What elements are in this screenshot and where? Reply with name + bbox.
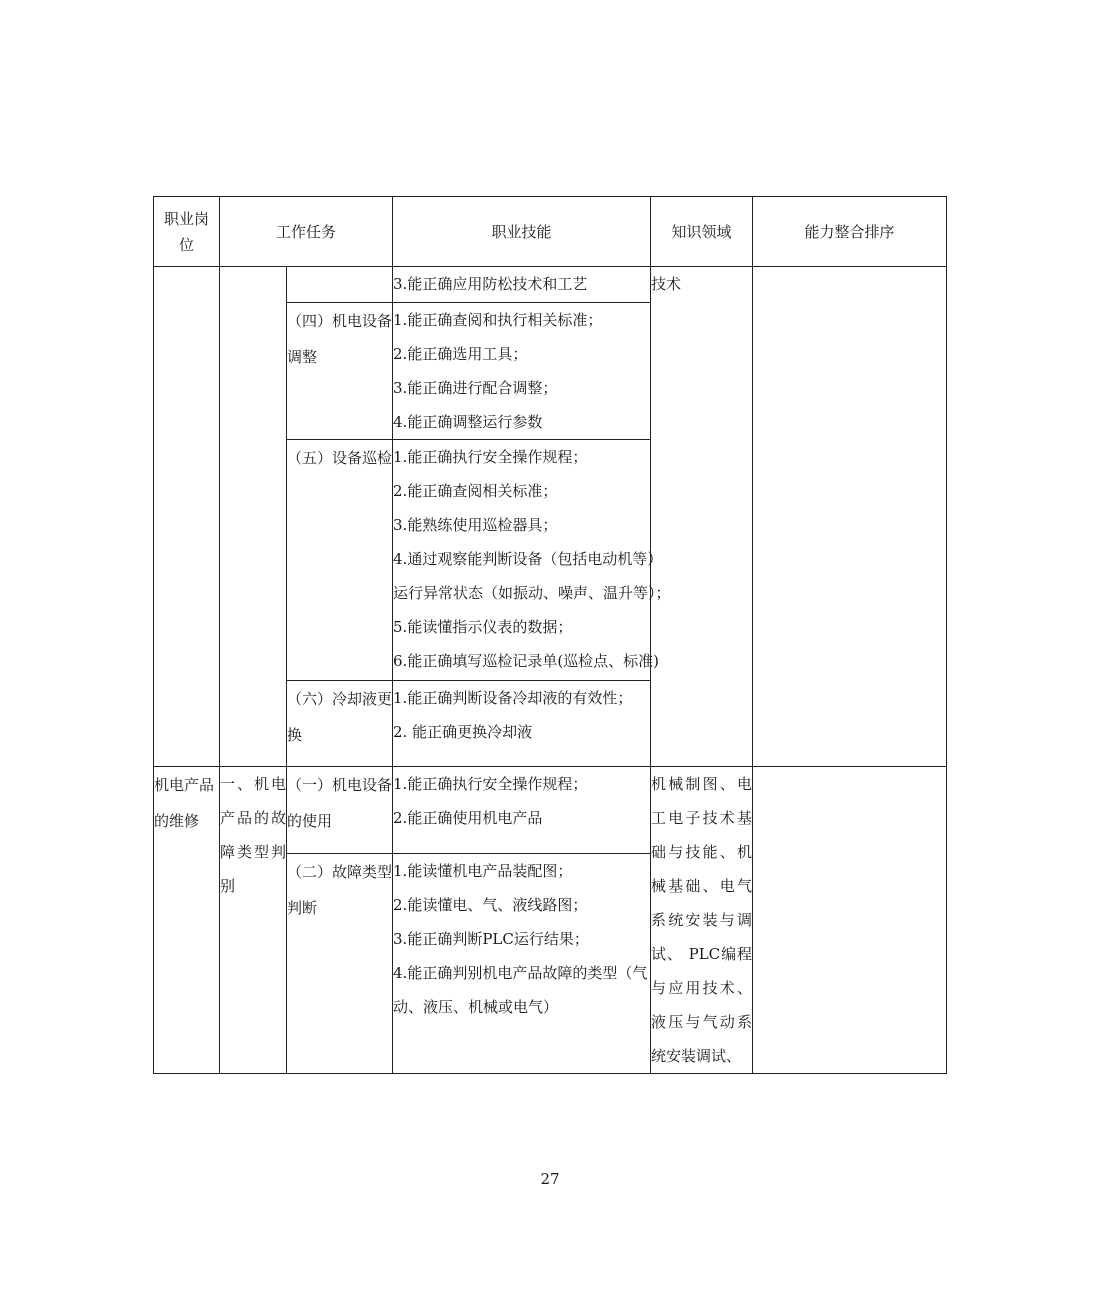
task-cell-empty — [287, 267, 393, 303]
skills-cell — [393, 440, 671, 681]
skill-item: 2.能正确使用机电产品 — [393, 809, 543, 827]
skill-item: 1.能正确判断设备冷却液的有效性； — [393, 689, 633, 707]
ranking-cell-empty — [753, 767, 947, 1074]
skills-cell — [393, 767, 651, 854]
task-cell: （四）机电设备调整 — [287, 303, 393, 440]
task-cell: （五）设备巡检 — [287, 440, 393, 681]
competency-table — [153, 196, 947, 1074]
skill-item: 2.能读懂电、气、液线路图； — [393, 895, 588, 914]
post-cell-empty — [154, 267, 220, 767]
skill-item: 4.能正确判别机电产品故障的类型（气 — [393, 963, 648, 982]
skill-item: 2.能正确选用工具； — [393, 345, 528, 363]
task-cell: （二）故障类型判断 — [287, 853, 393, 1073]
skill-item: 5.能读懂指示仪表的数据； — [393, 618, 573, 636]
skill-item: 4.能正确调整运行参数 — [393, 413, 543, 431]
skills-cell — [393, 681, 651, 767]
category-cell-empty — [220, 267, 287, 767]
task-cell: （六）冷却液更换 — [287, 681, 393, 767]
skill-item: 6.能正确填写巡检记录单(巡检点、标准) — [393, 652, 660, 670]
skill-item: 1.能正确执行安全操作规程； — [393, 775, 588, 793]
knowledge-cell: 机械制图、电工电子技术基础与技能、机械基础、电气系统安装与调试、 PLC编程与应用技术、液压与气动系统安装调试、 — [651, 767, 753, 1074]
skill-item: 动、液压、机械或电气） — [393, 997, 559, 1016]
skill-item: 1.能读懂机电产品装配图； — [393, 861, 573, 880]
skill-item: 3.能熟练使用巡检器具； — [393, 516, 558, 534]
skills-cell — [393, 853, 651, 1073]
skills-cell — [393, 267, 651, 303]
header-post: 职业岗位 — [154, 197, 220, 267]
ranking-cell-empty — [753, 267, 947, 767]
skill-item: 4.通过观察能判断设备（包括电动机等） — [393, 550, 663, 568]
skill-item: 1.能正确查阅和执行相关标准； — [393, 311, 603, 329]
skill-item: 2.能正确查阅相关标准； — [393, 482, 558, 500]
task-cell: （一）机电设备的使用 — [287, 767, 393, 854]
table-row — [154, 767, 947, 854]
skill-item: 3.能正确进行配合调整； — [393, 379, 558, 397]
post-cell: 机电产品的维修 — [154, 767, 220, 1074]
knowledge-cell: 技术 — [651, 267, 753, 767]
category-cell: 一、机电产品的故障类型判别 — [220, 767, 287, 1074]
skills-cell — [393, 303, 651, 440]
skill-item: 3.能正确应用防松技术和工艺 — [393, 275, 588, 293]
skill-item: 2. 能正确更换冷却液 — [393, 723, 533, 741]
table-row — [154, 267, 947, 303]
header-task: 工作任务 — [220, 197, 393, 267]
header-skill: 职业技能 — [393, 197, 651, 267]
page-number: 27 — [540, 1170, 560, 1188]
skill-item: 运行异常状态（如振动、噪声、温升等）； — [393, 584, 671, 602]
skill-item: 3.能正确判断PLC运行结果； — [393, 929, 589, 948]
header-ranking: 能力整合排序 — [753, 197, 947, 267]
header-knowledge: 知识领域 — [651, 197, 753, 267]
table-header-row — [154, 197, 947, 267]
skill-item: 1.能正确执行安全操作规程； — [393, 448, 588, 466]
